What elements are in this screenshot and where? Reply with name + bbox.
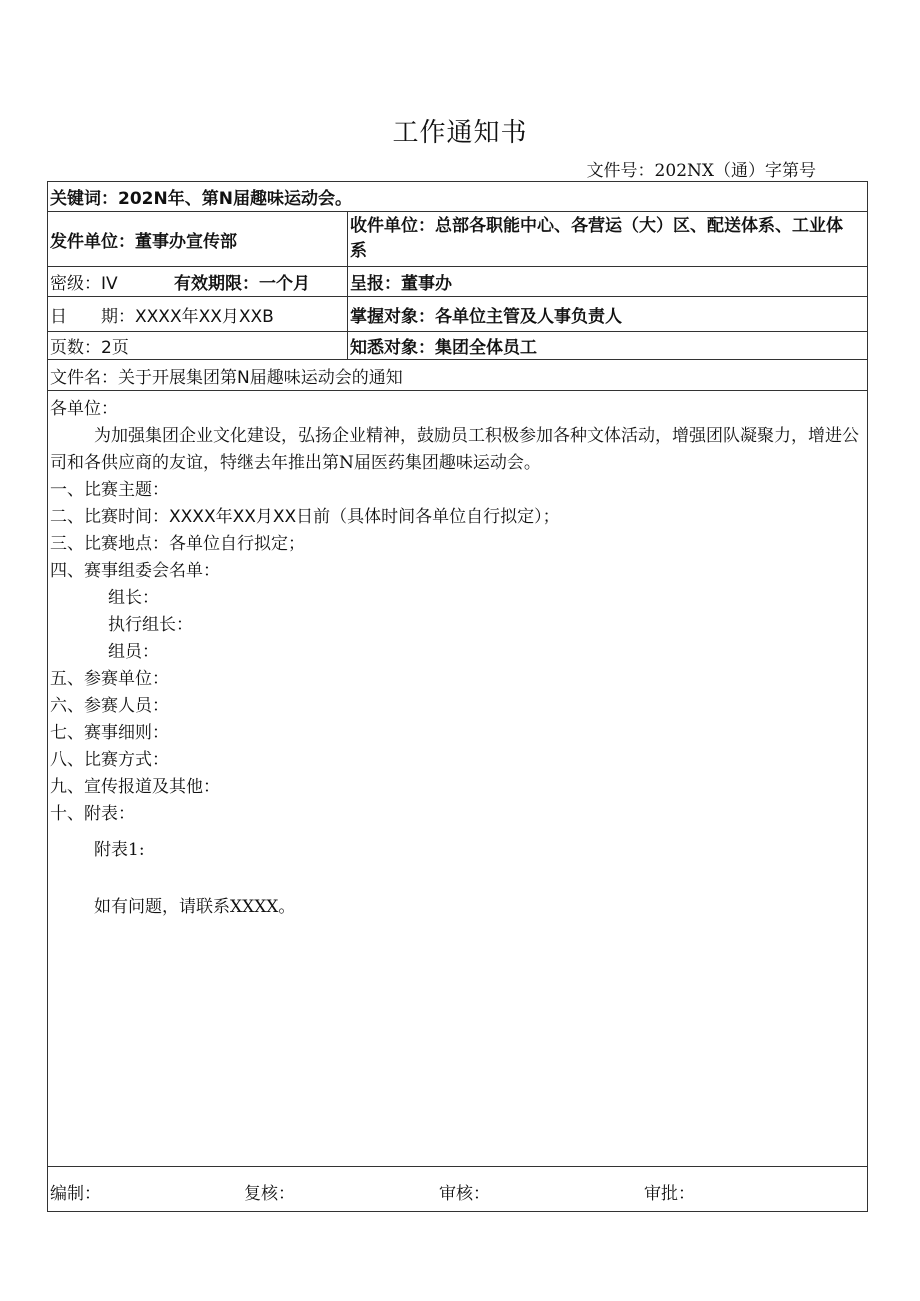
secret-level: 密级：IV (50, 274, 118, 294)
issue-date: 日 期：XXXX年XX月XXB (50, 306, 274, 327)
section-publicity: 九、宣传报道及其他： (50, 777, 220, 797)
grasp-audience: 掌握对象：各单位主管及人事负责人 (347, 297, 867, 331)
level-row (48, 267, 867, 297)
sender-row (48, 212, 867, 267)
committee-exec-leader: 执行组长： (108, 615, 193, 635)
document-number: 文件号：202NX（通）字第号 (586, 161, 816, 181)
section-attachments: 十、附表： (50, 804, 135, 824)
keywords-row (48, 182, 867, 212)
section-participants: 六、参赛人员： (50, 696, 169, 716)
informed-audience: 知悉对象：集团全体员工 (347, 332, 867, 359)
attachment-1: 附表1: (94, 840, 145, 860)
section-theme: 一、比赛主题： (50, 480, 169, 500)
page-count: 页数：2页 (50, 338, 129, 358)
audited-by: 审核： (439, 1184, 490, 1204)
filename-row (48, 360, 867, 391)
sender-unit: 发件单位：董事办宣传部 (50, 231, 237, 252)
notice-form (47, 181, 868, 1212)
section-rules: 七、赛事细则： (50, 723, 169, 743)
validity-period: 有效期限：一个月 (174, 274, 310, 294)
reviewed-by: 复核： (244, 1184, 295, 1204)
report-to: 呈报：董事办 (347, 267, 867, 296)
compiled-by: 编制： (50, 1184, 101, 1204)
section-venue: 三、比赛地点：各单位自行拟定； (50, 534, 305, 554)
date-row (48, 297, 867, 332)
intro-paragraph: 为加强集团企业文化建设，弘扬企业精神，鼓励员工积极参加各种文体活动，增强团队凝聚力，增进公司和各供应商的友谊，特继去年推出第N届医药集团趣味运动会。 (50, 426, 859, 473)
committee-leader: 组长： (108, 588, 159, 608)
signature-row (48, 1166, 867, 1211)
approved-by: 审批： (644, 1184, 695, 1204)
notice-body (50, 396, 861, 921)
committee-member: 组员： (108, 642, 159, 662)
recipient-unit: 收件单位：总部各职能中心、各营运（大）区、配送体系、工业体系 (347, 212, 867, 266)
file-name: 文件名：关于开展集团第N届趣味运动会的通知 (50, 367, 403, 388)
document-title: 工作通知书 (392, 118, 528, 148)
salutation: 各单位： (50, 399, 118, 419)
keywords: 关键词：202N年、第N届趣味运动会。 (50, 189, 352, 209)
section-time: 二、比赛时间：XXXX年XX月XX日前（具体时间各单位自行拟定）； (50, 507, 560, 527)
pages-row (48, 332, 867, 360)
section-format: 八、比赛方式： (50, 750, 169, 770)
contact-line: 如有问题，请联系XXXX。 (94, 897, 296, 917)
section-units: 五、参赛单位： (50, 669, 169, 689)
section-committee: 四、赛事组委会名单： (50, 561, 220, 581)
